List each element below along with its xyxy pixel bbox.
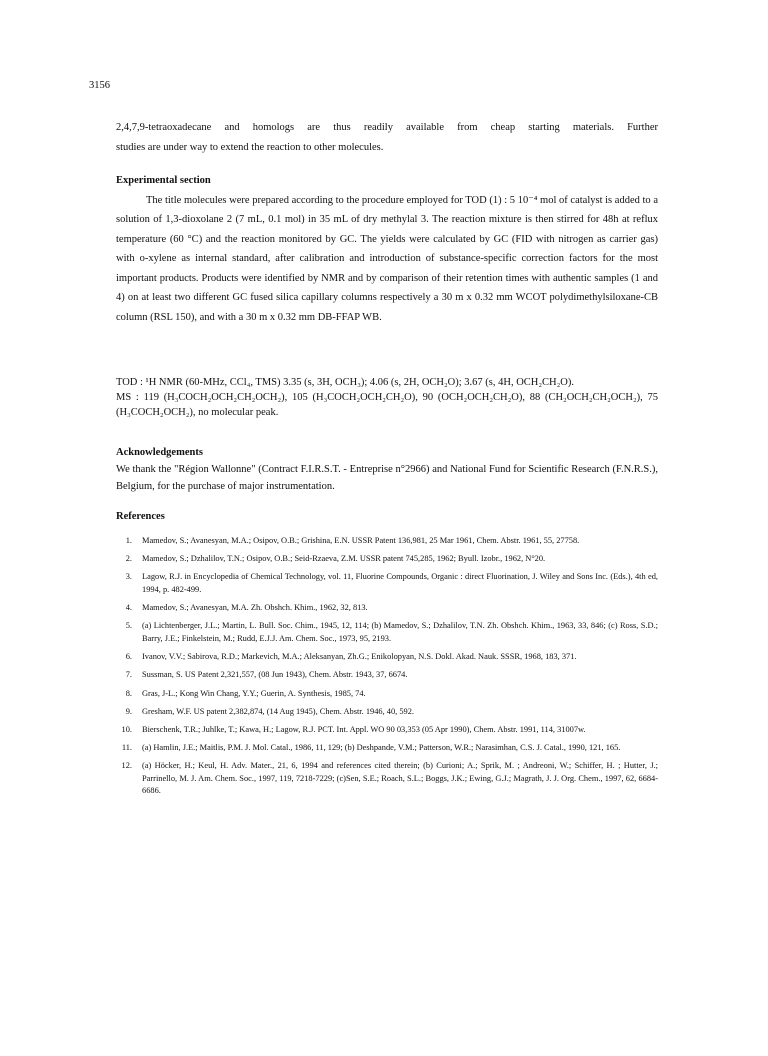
experimental-paragraph: The title molecules were prepared according to the procedure employed for TOD (1) : 5 10⁻⁴ mol of catalyst is added to a solution of 1,3-dioxolane 2 (7 mL, 0.1 mol) in 35 mL of dry methylal 3. The reaction mixture is then stirred for 48h at reflux temperature (60 °C) and the reaction monitored by GC. The yields were calculated by GC (FID with nitrogen as carrier gas) with o-xylene as internal standard, after calibration and introduction of substance-specific correction factors for the most important products. Products were identified by NMR and by comparison of their retention times with authentic samples (1 and 4) on at least two different GC fused silica capillary columns respectively a 30 m x 0.32 mm WCOT polydimethylsiloxane-CB column (RSL 150), and with a 30 m x 0.32 mm DB-FFAP WB. bbox=[116, 194, 658, 323]
reference-number: 10. bbox=[121, 724, 132, 734]
acknowledgements-text: We thank the "Région Wallonne" (Contract F.I.R.S.T. - Entreprise n°2966) and National Fund for Scientific Research (F.N.R.S.), Belgium, for the purchase of major instrumentation. bbox=[116, 464, 658, 492]
reference-item bbox=[116, 760, 658, 798]
reference-item bbox=[116, 620, 658, 645]
reference-number: 8. bbox=[125, 688, 132, 698]
reference-number: 6. bbox=[125, 652, 132, 662]
reference-item bbox=[116, 651, 658, 664]
reference-item bbox=[116, 571, 658, 596]
reference-text: (a) Lichtenberger, J.L.; Martin, L. Bull. Soc. Chim., 1945, 12, 114; (b) Mamedov, S.; Dzhalilov, T.N. Zh. Obshch. Khim., 1963, 33, 846; (c) Ross, S.D.; Barry, J.E.; Finkelstein, M.; Rudd, E.J.J. Am. Chem. Soc., 1973, 95, 2193. bbox=[142, 621, 658, 643]
reference-text: Mamedov, S.; Dzhalilov, T.N.; Osipov, O.B.; Seid-Rzaeva, Z.M. USSR patent 745,285, 1962; Byull. Izobr., 1962, N°20. bbox=[142, 554, 546, 564]
experimental-heading: Experimental section bbox=[116, 175, 211, 186]
acknowledgements-section bbox=[116, 444, 658, 495]
intro-line-1: 2,4,7,9-tetraoxadecane and homologs are thus readily available from cheap starting materials. Further bbox=[116, 122, 658, 133]
reference-text: Mamedov, S.; Avanesyan, M.A. Zh. Obshch. Khim., 1962, 32, 813. bbox=[142, 603, 368, 613]
reference-number: 1. bbox=[125, 536, 132, 545]
reference-text: Ivanov, V.V.; Sabirova, R.D.; Markevich, M.A.; Aleksanyan, Zh.G.; Enikolopyan, N.S. Dokl. Akad. Nauk. SSSR, 1968, 183, 371. bbox=[142, 652, 577, 662]
reference-text: Mamedov, S.; Avanesyan, M.A.; Osipov, O.B.; Grishina, E.N. USSR Patent 136,981, 25 Mar 1961, Chem. Abstr. 1961, 55, 27758. bbox=[142, 536, 580, 545]
reference-number: 3. bbox=[125, 572, 132, 582]
page-number: 3156 bbox=[89, 80, 110, 91]
intro-paragraph bbox=[116, 118, 658, 157]
reference-item bbox=[116, 688, 658, 701]
reference-text: Gresham, W.F. US patent 2,382,874, (14 Aug 1945), Chem. Abstr. 1946, 40, 592. bbox=[142, 706, 414, 716]
characterization-block bbox=[116, 375, 658, 420]
reference-item bbox=[116, 706, 658, 719]
reference-item bbox=[116, 724, 658, 737]
reference-number: 4. bbox=[125, 603, 132, 613]
reference-item bbox=[116, 535, 658, 548]
ms-data: MS : 119 (H₃COCH₂OCH₂CH₂OCH₂), 105 (H₃COCH₂OCH₂CH₂O), 90 (OCH₂OCH₂CH₂O), 88 (CH₂OCH₂CH₂OCH₂), 75 (H₃COCH₂OCH₂), no molecular peak. bbox=[116, 392, 658, 418]
references-list bbox=[116, 535, 658, 804]
experimental-section bbox=[116, 171, 658, 327]
nmr-data: TOD : ¹H NMR (60-MHz, CCl₄, TMS) 3.35 (s, 3H, OCH₃); 4.06 (s, 2H, OCH₂O); 3.67 (s, 4H, OCH₂CH₂O). bbox=[116, 377, 574, 388]
reference-item bbox=[116, 742, 658, 755]
reference-text: (a) Höcker, H.; Keul, H. Adv. Mater., 21, 6, 1994 and references cited therein; (b) Curioni; A.; Sprik, M. ; Andreoni, W.; Schiffer, H. ; Hutter, J.; Parrinello, M. J. Am. Chem. Soc., 1997, 119, 7218-7229; (c)Sen, S.E.; Roach, S.L.; Boggs, J.K.; Ewing, G.J.; Magrath, J. J. Org. Chem., 1997, 62, 6684-6686. bbox=[142, 761, 658, 796]
reference-item bbox=[116, 669, 658, 682]
reference-text: Gras, J-L.; Kong Win Chang, Y.Y.; Guerin, A. Synthesis, 1985, 74. bbox=[142, 688, 366, 698]
reference-number: 12. bbox=[121, 761, 132, 771]
reference-number: 2. bbox=[125, 554, 132, 564]
reference-number: 11. bbox=[121, 743, 132, 753]
reference-text: (a) Hamlin, J.E.; Maitlis, P.M. J. Mol. Catal., 1986, 11, 129; (b) Deshpande, V.M.; Patterson, W.R.; Narasimhan, C.S. J. Catal., 1990, 121, 165. bbox=[142, 743, 621, 753]
intro-line-2: studies are under way to extend the reaction to other molecules. bbox=[116, 141, 384, 153]
reference-number: 5. bbox=[125, 621, 132, 631]
reference-text: Bierschenk, T.R.; Juhlke, T.; Kawa, H.; Lagow, R.J. PCT. Int. Appl. WO 90 03,353 (05 Apr 1990), Chem. Abstr. 1991, 114, 31007w. bbox=[142, 724, 586, 734]
reference-item bbox=[116, 553, 658, 566]
reference-number: 9. bbox=[125, 706, 132, 716]
reference-text: Lagow, R.J. in Encyclopedia of Chemical Technology, vol. 11, Fluorine Compounds, Organic : direct Fluorination, J. Wiley and Sons Inc. (Eds.), 4th ed, 1994, p. 482-499. bbox=[142, 572, 658, 594]
reference-item bbox=[116, 602, 658, 615]
reference-number: 7. bbox=[125, 670, 132, 680]
references-heading: References bbox=[116, 511, 165, 522]
reference-text: Sussman, S. US Patent 2,321,557, (08 Jun 1943), Chem. Abstr. 1943, 37, 6674. bbox=[142, 670, 408, 680]
acknowledgements-heading: Acknowledgements bbox=[116, 447, 203, 458]
